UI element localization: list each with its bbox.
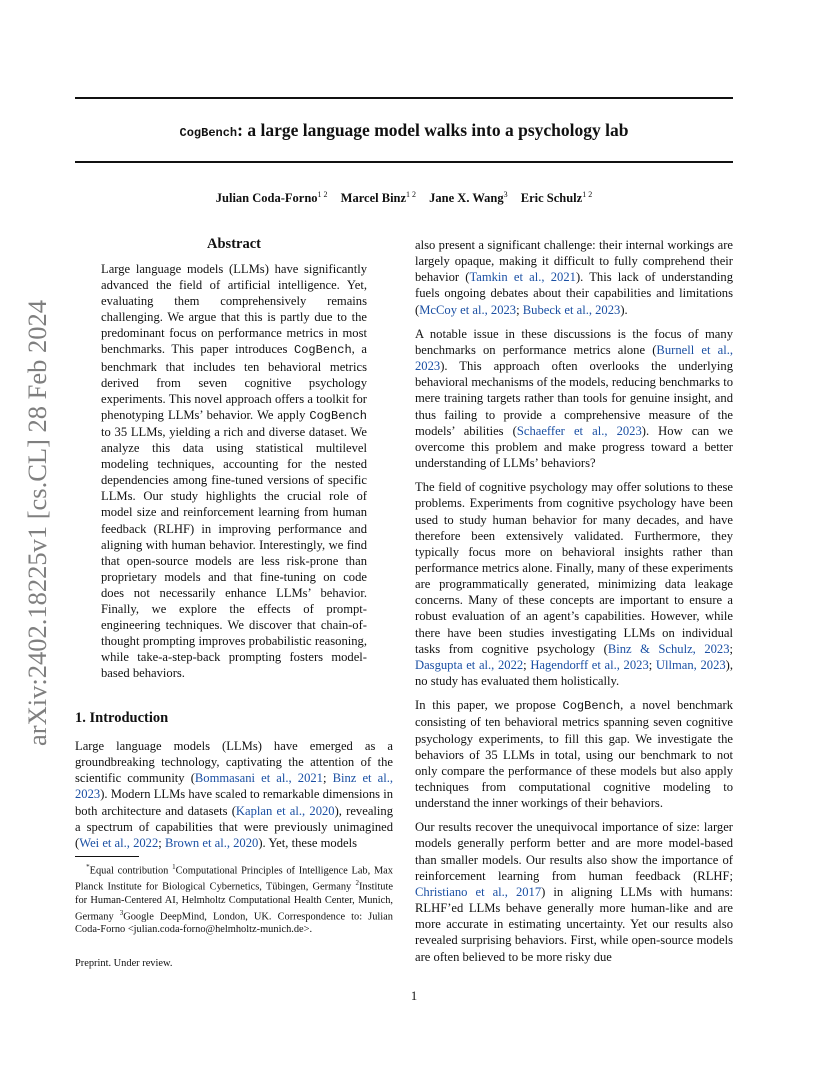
preprint-note: Preprint. Under review. xyxy=(75,958,173,969)
paragraph: In this paper, we propose CogBench, a novel benchmark consisting of ten behavioral metrics spanning seven cognitive psychology experiments, to fill this gap. We investigate the behaviors of 35 LLMs in total, using our benchmark to not only compare the performance of these models but also apply techniques from computational cognitive modeling to understand the inner workings of their behaviors. xyxy=(415,698,734,811)
paragraph: Our results recover the unequivocal importance of size: larger models generally perform better and are more model-based than smaller models. Our results also show the importance of reinforcement learning from human feedback (RLHF; Christiano et al., 2017) in aligning LLMs with humans: RLHF’ed LLMs behave generally more human-like and are more accurate in estimating uncertainty. Yet our results also revealed surprising behaviors. First, while open-source models are often believed to be more risky due xyxy=(415,820,733,964)
title-rest: : a large language model walks into a psychology lab xyxy=(237,120,629,140)
author: Eric Schulz$^{1 2}$ xyxy=(520,190,593,206)
citation-link[interactable]: Kaplan et al., 2020 xyxy=(235,803,335,818)
title-cogbench: CogBench xyxy=(179,126,238,140)
citation-link[interactable]: Dasgupta et al., 2022 xyxy=(415,657,524,672)
citation-link[interactable]: Hagendorff et al., 2023 xyxy=(530,657,649,672)
author: Jane X. Wang$^3$ xyxy=(429,190,508,206)
citation-link[interactable]: Binz et al., 2023 xyxy=(75,771,394,802)
right-column xyxy=(415,237,733,973)
title-bottom-rule xyxy=(75,161,733,163)
intro-paragraph: Large language models (LLMs) have emerged as a groundbreaking technology, captivating the attention of the scientific community (Bommasani et al., 2021; Binz et al., 2023). Modern LLMs have scaled to remarkable dimensions in both architecture and datasets (Kaplan et al., 2020), revealing a spectrum of capabilities that were previously unimagined (Wei et al., 2022; Brown et al., 2020). Yet, these models xyxy=(75,739,394,850)
arxiv-stamp: arXiv:2402.18225v1 [cs.CL] 28 Feb 2024 xyxy=(22,299,52,747)
abstract-heading: Abstract xyxy=(207,236,261,252)
footnote-rule xyxy=(75,856,139,857)
citation-link[interactable]: Burnell et al., 2023 xyxy=(415,342,733,374)
paragraph: The field of cognitive psychology may offer solutions to these problems. Experiments from cognitive psychology have been used to study human behavior for many decades, and have therefore been extensively validated. Furthermore, they typically focus more on behavioral insights rather than performance metrics alone. Finally, many of these experiments are programmatically generated, minimizing data leakage concerns. Many of these concepts are important to ensure a robust evaluation of an agent’s capabilities. However, while there have been studies investigating LLMs on individual tasks from cognitive psychology (Binz & Schulz, 2023; Dasgupta et al., 2022; Hagendorff et al., 2023; Ullman, 2023), no study has evaluated them holistically. xyxy=(415,480,734,689)
abstract-text: Large language models (LLMs) have significantly advanced the field of artificial intelligence. Yet, evaluating them comprehensively remains challenging. We argue that this is partly due to the predominant focus on performance metrics in most benchmarks. This paper introduces CogBench, a benchmark that includes ten behavioral metrics derived from seven cognitive psychology experiments. This novel approach offers a toolkit for phenotyping LLMs’ behavior. We apply CogBench to 35 LLMs, yielding a rich and diverse dataset. We analyze this data using statistical multilevel modeling techniques, accounting for the nested dependencies among fine-tuned versions of specific LLMs. Our study highlights the crucial role of model size and reinforcement learning from human feedback (RLHF) in improving performance and aligning with human behavior. Interestingly, we find that open-source models are less risk-prone than proprietary models and that fine-tuning on code does not necessarily enhance LLMs’ behavior. Finally, we explore the effects of prompt-engineering techniques. We discover that chain-of-thought prompting improves probabilistic reasoning, while take-a-step-back prompting fosters model-based behaviors. xyxy=(101,262,367,681)
page-number: 1 xyxy=(410,989,418,1003)
paragraph: also present a significant challenge: their internal workings are largely opaque, making it difficult to fully comprehend their behavior (Tamkin et al., 2021). This lack of understanding fuels ongoing debates about their capabilities and limitations (McCoy et al., 2023; Bubeck et al., 2023). xyxy=(415,238,733,317)
footnote: *Equal contribution $^1$Computational Principles of Intelligence Lab, Max Planck Institute for Biological Cybernetics, Tübingen, Germany $^2$Institute for Human-Centered AI, Helmholtz Computational Health Center, Munich, Germany $^3$Google DeepMind, London, UK. Correspondence to: Julian Coda-Forno <julian.coda-forno@helmholtz-munich.de>. xyxy=(75,863,393,936)
citation-link[interactable]: Schaeffer et al., 2023 xyxy=(516,423,642,438)
citation-link[interactable]: Christiano et al., 2017 xyxy=(415,884,542,899)
citation-link[interactable]: Brown et al., 2020 xyxy=(164,835,259,850)
citation-link[interactable]: Binz & Schulz, 2023 xyxy=(607,641,730,656)
author-list xyxy=(75,190,733,206)
citation-link[interactable]: McCoy et al., 2023 xyxy=(419,302,517,317)
citation-link[interactable]: Bubeck et al., 2023 xyxy=(522,302,621,317)
citation-link[interactable]: Bommasani et al., 2021 xyxy=(194,771,323,786)
intro-heading: 1. Introduction xyxy=(75,710,169,726)
paper-title xyxy=(75,120,733,141)
author: Julian Coda-Forno$^{1 2}$ xyxy=(215,190,328,206)
paragraph: A notable issue in these discussions is the focus of many benchmarks on performance metrics alone (Burnell et al., 2023). This approach often overlooks the underlying behavioral mechanisms of the models, reducing benchmarks to mere training targets rather than tools for genuine insight, and thus failing to provide a comprehensive measure of the models’ abilities (Schaeffer et al., 2023). How can we overcome this problem and make progress toward a better understanding of LLMs’ behaviors? xyxy=(415,326,733,471)
author: Marcel Binz$^{1 2}$ xyxy=(340,190,417,206)
citation-link[interactable]: Ullman, 2023 xyxy=(655,657,726,672)
citation-link[interactable]: Wei et al., 2022 xyxy=(79,835,159,850)
top-rule xyxy=(75,97,733,99)
citation-link[interactable]: Tamkin et al., 2021 xyxy=(469,270,576,285)
